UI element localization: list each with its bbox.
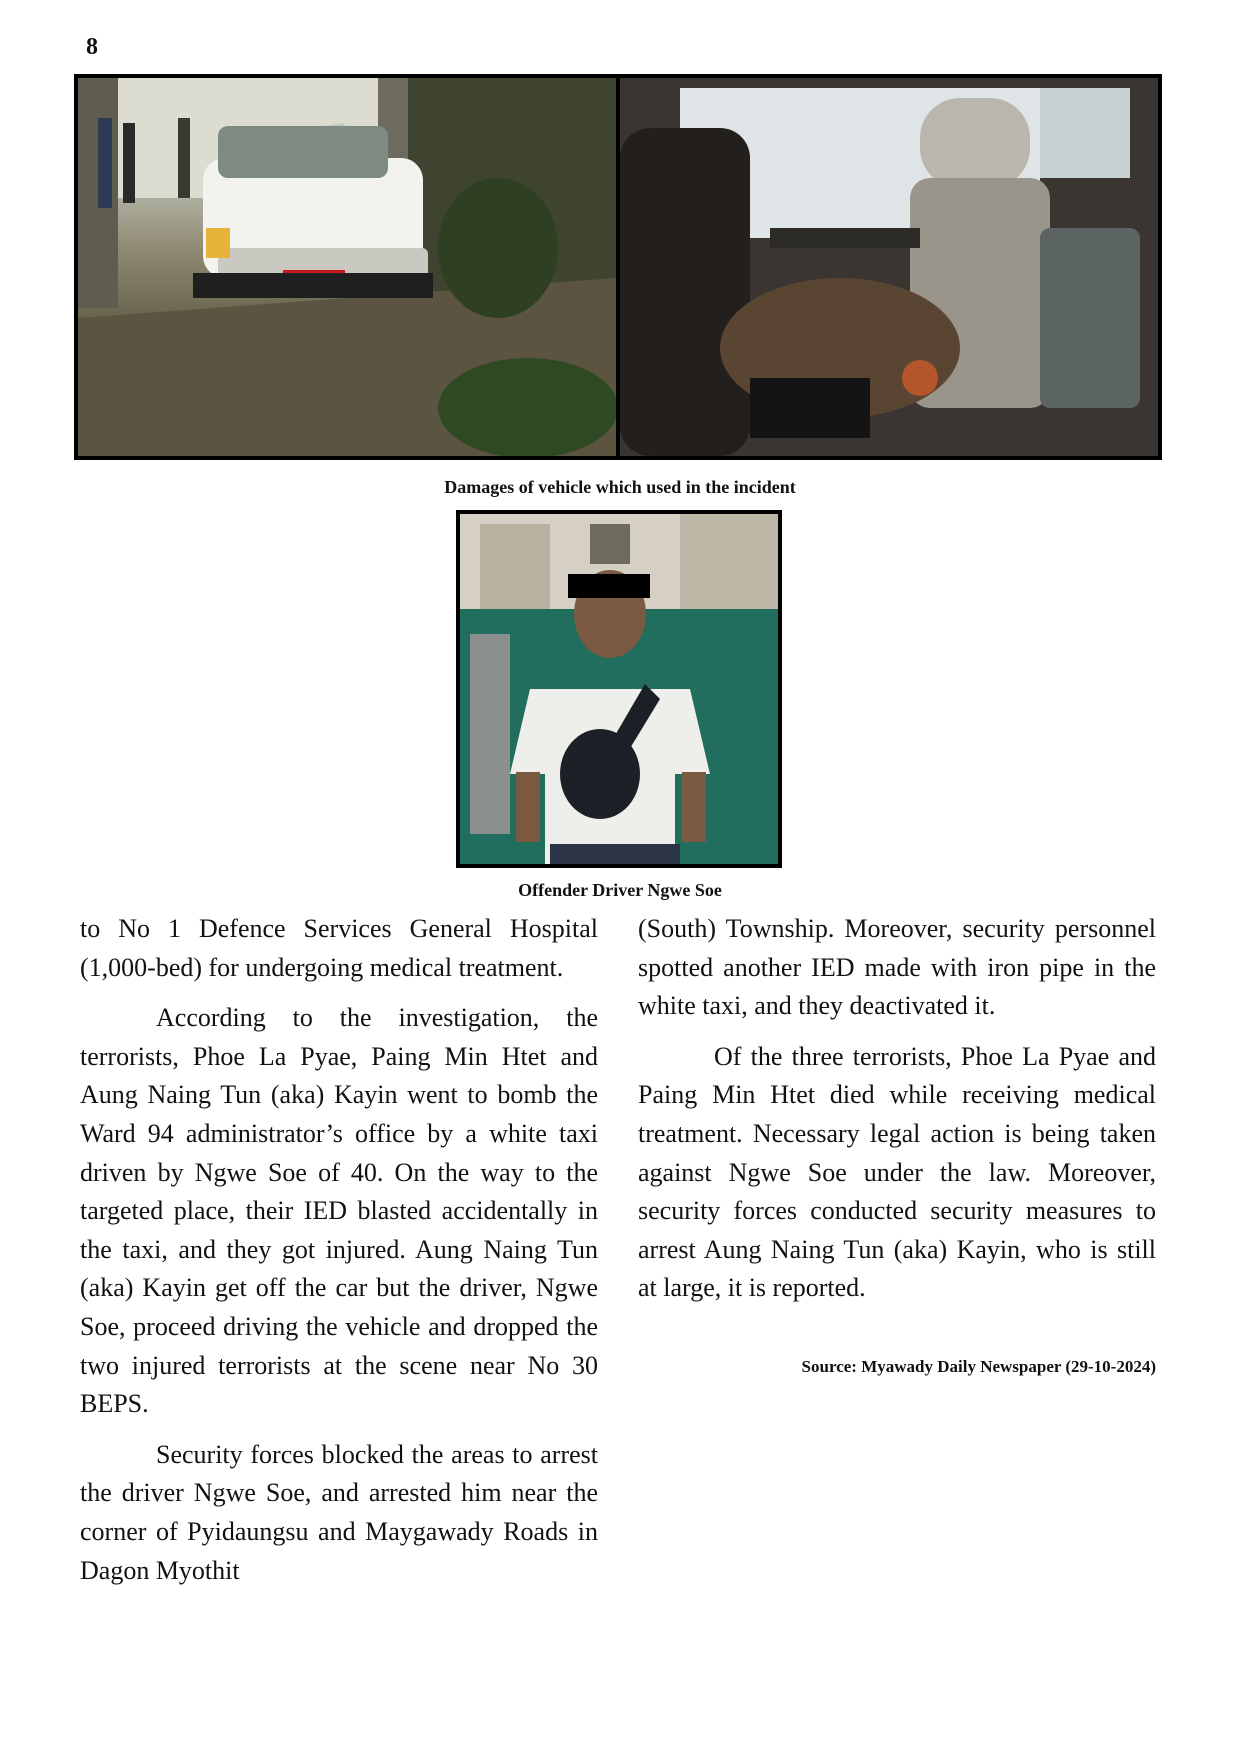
- paragraph: Security forces blocked the areas to arrest the driver Ngwe Soe, and arrested him near the corner of Pyidaungsu and Maygawady Roads in Dagon Myothit: [80, 1439, 598, 1585]
- taxi-exterior-photo: [78, 78, 620, 456]
- driver-illustration: [460, 514, 778, 864]
- article-column-left: [80, 910, 598, 1602]
- page-number: 8: [86, 34, 98, 60]
- face-censor-bar: [568, 574, 650, 598]
- vehicle-caption: Damages of vehicle which used in the incident: [444, 477, 796, 497]
- taxi-exterior-illustration: [78, 78, 616, 456]
- driver-caption: Offender Driver Ngwe Soe: [518, 880, 722, 900]
- source-credit: Source: Myawady Daily Newspaper (29-10-2024): [801, 1356, 1156, 1376]
- paragraph: to No 1 Defence Services General Hospital (1,000-bed) for undergoing medical treatment.: [80, 914, 598, 982]
- driver-photo: [456, 510, 782, 868]
- article-column-right: [638, 910, 1156, 1387]
- paragraph: According to the investigation, the terrorists, Phoe La Pyae, Paing Min Htet and Aung Naing Tun (aka) Kayin went to bomb the Ward 94 administrator’s office by a white taxi driven by Ngwe Soe of 40. On the way to the targeted place, their IED blasted accidentally in the taxi, and they got injured. Aung Naing Tun (aka) Kayin get off the car but the driver, Ngwe Soe, proceed driving the vehicle and dropped the two injured terrorists at the scene near No 30 BEPS.: [80, 1003, 598, 1419]
- paragraph: (South) Township. Moreover, security personnel spotted another IED made with iron pipe in the white taxi, and they deactivated it.: [638, 914, 1156, 1021]
- vehicle-photos: [74, 74, 1162, 460]
- taxi-interior-photo: [620, 78, 1158, 456]
- taxi-interior-illustration: [620, 78, 1158, 456]
- paragraph: Of the three terrorists, Phoe La Pyae and Paing Min Htet died while receiving medical treatment. Necessary legal action is being taken against Ngwe Soe under the law. Moreover, security forces conducted security measures to arrest Aung Naing Tun (aka) Kayin, who is still at large, it is reported.: [638, 1041, 1156, 1303]
